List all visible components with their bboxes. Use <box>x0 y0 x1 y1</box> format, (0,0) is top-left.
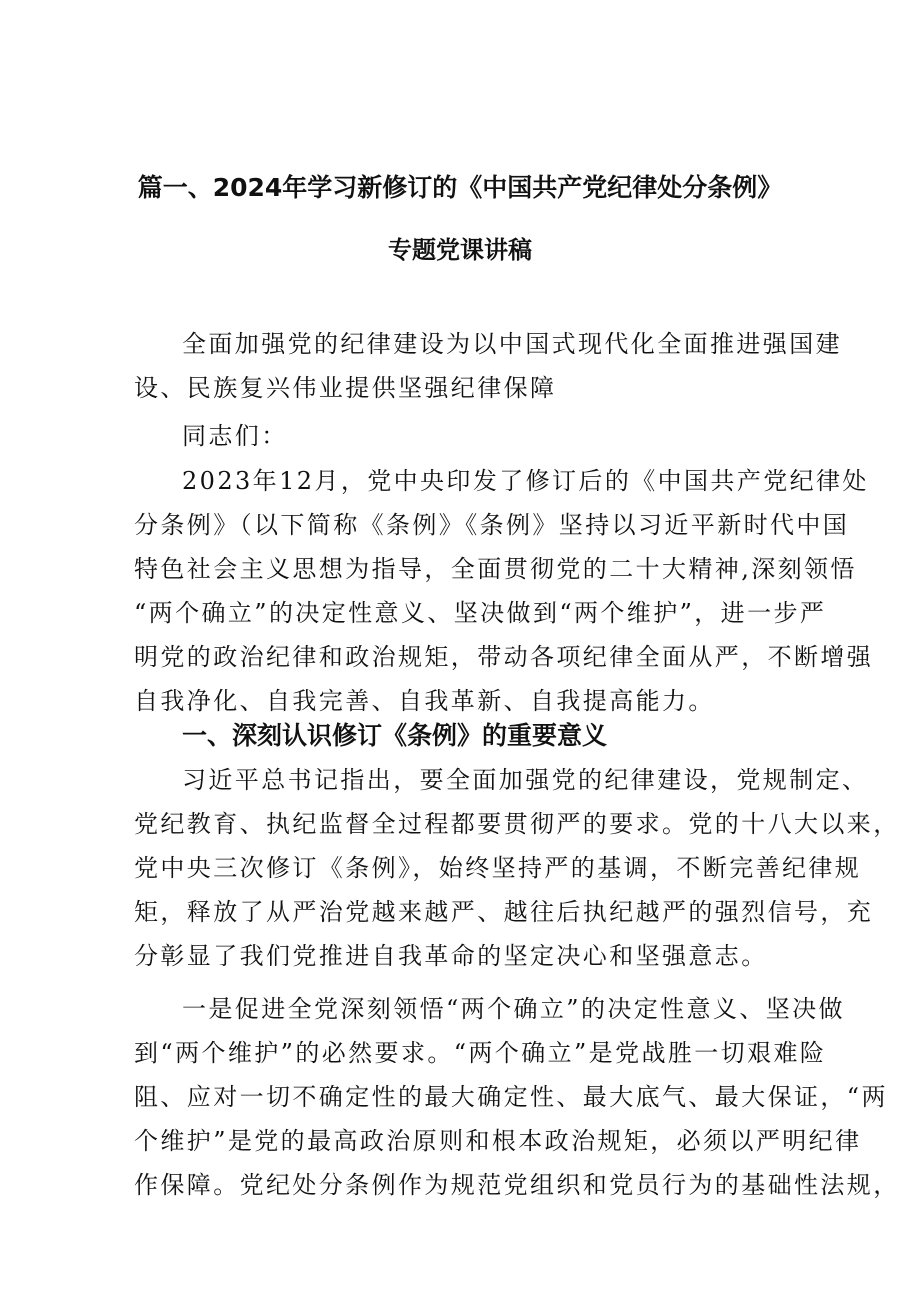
paragraph-line: 矩，释放了从严治党越来越严、越往后执纪越严的强烈信号，充 <box>134 898 874 926</box>
paragraph-line: 特色社会主义思想为指导，全面贯彻党的二十大精神,深刻领悟 <box>134 555 857 583</box>
subtitle-line: 设、民族复兴伟业提供坚强纪律保障 <box>134 374 557 402</box>
document-title-line-1: 篇一、2024年学习新修订的《中国共产党纪律处分条例》 <box>137 173 783 202</box>
speech-subtitle <box>134 322 842 410</box>
paragraph-line: 个维护”是党的最高政治原则和根本政治规矩，必须以严明纪律 <box>134 1127 862 1155</box>
document-title-line-2: 专题党课讲稿 <box>388 236 532 264</box>
paragraph-1 <box>134 459 874 723</box>
paragraph-line: “两个确立”的决定性意义、坚决做到“两个维护”，进一步严 <box>134 599 827 627</box>
paragraph-line: 党中央三次修订《条例》，始终坚持严的基调，不断完善纪律规 <box>134 854 862 882</box>
paragraph-line: 习近平总书记指出，要全面加强党的纪律建设，党规制定、 <box>182 766 869 794</box>
paragraph-2 <box>134 758 900 978</box>
paragraph-line: 党纪教育、执纪监督全过程都要贯彻严的要求。党的十八大以来， <box>134 810 900 838</box>
paragraph-3 <box>134 987 900 1207</box>
greeting <box>134 414 794 458</box>
subtitle-line: 全面加强党的纪律建设为以中国式现代化全面推进强国建 <box>182 330 842 358</box>
paragraph-line: 分条例》（以下简称《条例》《条例》坚持以习近平新时代中国 <box>134 511 850 539</box>
paragraph-line: 明党的政治纪律和政治规矩，带动各项纪律全面从严，不断增强 <box>134 643 874 671</box>
section-heading-1: 一、深刻认识修订《条例》的重要意义 <box>182 721 608 750</box>
paragraph-line: 作保障。党纪处分条例作为规范党组织和党员行为的基础性法规， <box>134 1171 900 1199</box>
greeting-text: 同志们： <box>182 422 288 450</box>
paragraph-line: 自我净化、自我完善、自我革新、自我提高能力。 <box>134 687 715 715</box>
paragraph-line: 2023年12月，党中央印发了修订后的《中国共产党纪律处 <box>182 467 869 495</box>
paragraph-line: 阻、应对一切不确定性的最大确定性、最大底气、最大保证，“两 <box>134 1083 888 1111</box>
paragraph-line: 分彰显了我们党推进自我革命的坚定决心和坚强意志。 <box>134 942 768 970</box>
paragraph-line: 一是促进全党深刻领悟“两个确立”的决定性意义、坚决做 <box>182 995 845 1023</box>
paragraph-line: 到“两个维护”的必然要求。“两个确立”是党战胜一切艰难险 <box>134 1039 827 1067</box>
